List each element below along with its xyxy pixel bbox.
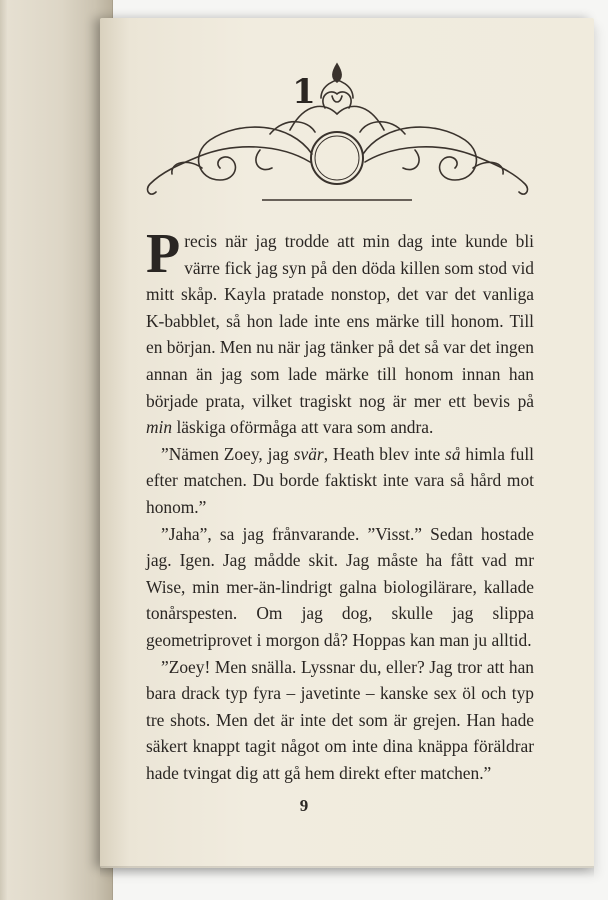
left-page-edge [0,0,8,900]
chapter-text [146,223,535,786]
paragraph-2-emphasis-1: svär [293,443,324,464]
paragraph-1-end: läskiga oförmåga att vara som andra. [172,417,434,438]
paragraph-1-emphasis: min [146,417,173,438]
paragraph-2-part-b: , Heath blev inte [323,443,446,464]
paragraph-2-part-c: himla full efter matchen. Du borde faktiskt inte vara så hård mot honom.” [146,443,535,517]
page-number: 9 [299,796,309,815]
page-shadow [100,866,594,878]
paragraph-1-text: recis när jag trodde att min dag inte kunde bli värre fick jag syn på den döda killen som stod vid mitt skåp. Kayla pratade nonstop, det var det vanliga K-babblet, så hon lade inte ens märke till honom. Till en början. Men nu när jag tänker på det så var det ingen annan än jag som lade märke till honom innan han började prata, vilket tragiskt nog är mer ett bevis på [146,231,534,411]
paragraph-4: ”Zoey! Men snälla. Lyssnar du, eller? Jag tror att han bara drack typ fyra – javetinte – kanske sex öl och typ tre shots. Men det är inte det som är grejen. Han hade säkert knappt tagit något om inte dina knäppa föräldrar hade tvingat dig att gå hem direkt efter matchen.” [146,656,534,783]
paragraph-2-part-a: ”Nämen Zoey, jag [161,443,294,464]
left-page [0,0,113,900]
drop-cap: P [146,223,181,285]
paragraph-1 [146,223,534,441]
paragraph-3: ”Jaha”, sa jag frånvarande. ”Visst.” Sedan hostade jag. Igen. Jag mådde skit. Jag måste ha fått vad mr Wise, min mer-än-lindrigt galna biologilärare, kallade tonårspesten. Om jag dog, skulle jag slippa geometriprovet i morgon då? Hoppas kan man ju alltid. [146,523,534,650]
paragraph-2 [146,441,534,521]
chapter-number: 1 [292,72,316,112]
paragraph-2-emphasis-2: så [445,443,461,464]
